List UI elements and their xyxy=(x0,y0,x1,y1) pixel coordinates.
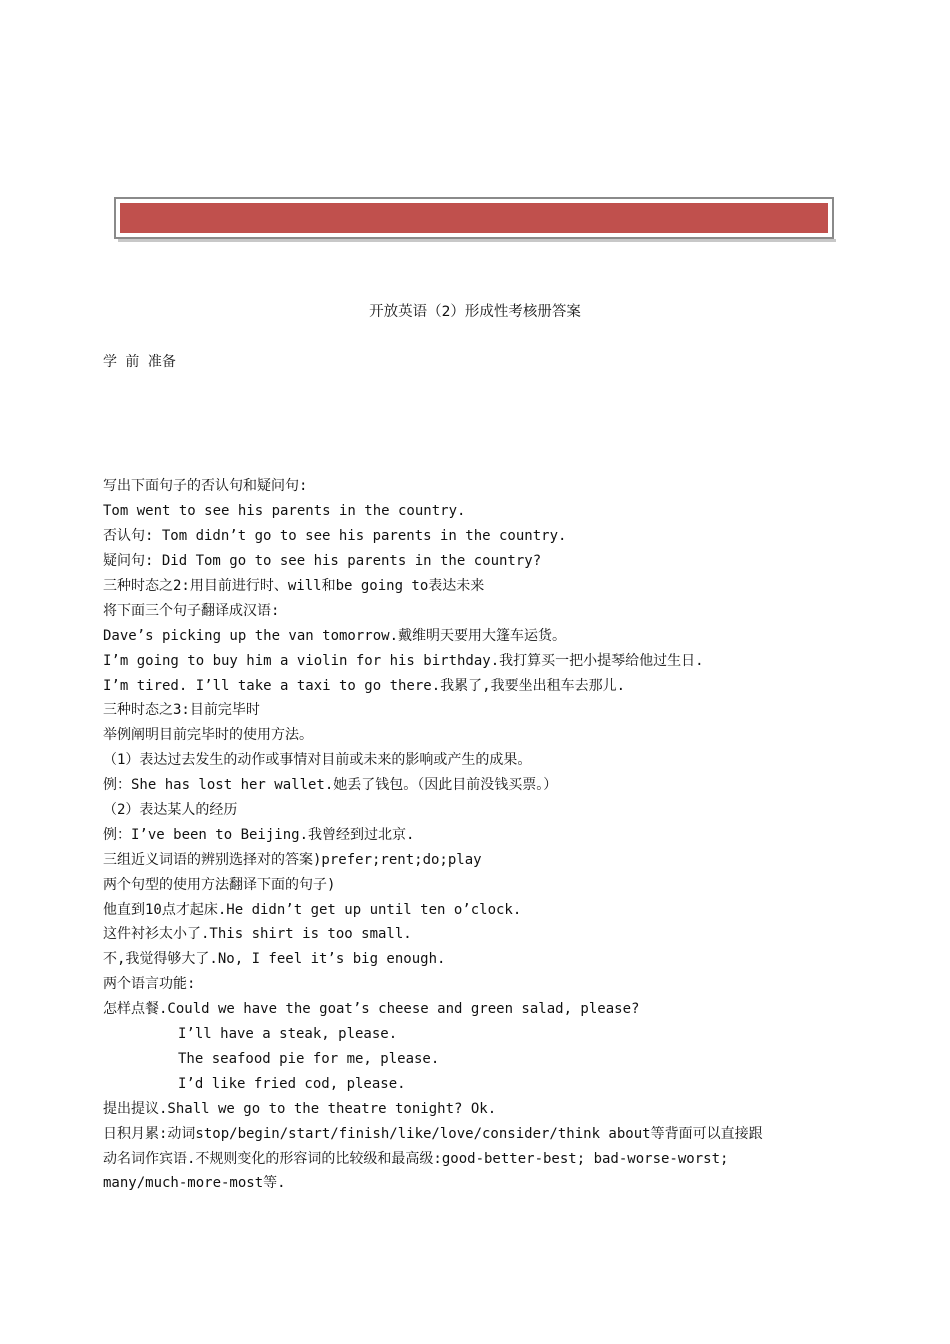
text-line: 三种时态之2:用目前进行时、will和be going to表达未来 xyxy=(103,578,485,595)
text-line: 将下面三个句子翻译成汉语: xyxy=(103,602,280,619)
text-line: 否认句: Tom didn’t go to see his parents in the country. xyxy=(103,528,567,545)
text-line: Dave’s picking up the van tomorrow.戴维明天要用大篷车运货。 xyxy=(103,627,567,644)
text-line: I’m tired. I’ll take a taxi to go there.我累了,我要坐出租车去那儿. xyxy=(103,677,626,694)
text-line: 两个句型的使用方法翻译下面的句子) xyxy=(103,876,336,893)
text-line: 他直到10点才起床.He didn’t get up until ten o’clock. xyxy=(103,901,522,918)
text-line: 动名词作宾语.不规则变化的形容词的比较级和最高级:good-better-best; bad-worse-worst; xyxy=(103,1150,729,1167)
text-line: 日积月累:动词stop/begin/start/finish/like/love/consider/think about等背面可以直接跟 xyxy=(103,1125,763,1142)
indented-line: I’d like fried cod, please. xyxy=(178,1075,406,1092)
text-line: （1）表达过去发生的动作或事情对目前或未来的影响或产生的成果。 xyxy=(103,752,532,769)
text-line: （2）表达某人的经历 xyxy=(103,802,238,819)
text-line: 三组近义词语的辨别选择对的答案)prefer;rent;do;play xyxy=(103,851,482,868)
banner-shadow xyxy=(118,239,836,242)
text-line: 举例阐明目前完毕时的使用方法。 xyxy=(103,727,313,744)
verb-row-2 xyxy=(103,425,823,450)
text-line: 例：She has lost her wallet.她丢了钱包。（因此目前没钱买票。） xyxy=(103,777,558,794)
text-line: 提出提议.Shall we go to the theatre tonight? Ok. xyxy=(103,1100,497,1117)
text-line: 例：I’ve been to Beijing.我曾经到过北京. xyxy=(103,826,415,843)
blank-line xyxy=(103,450,823,475)
text-line: 写出下面句子的否认句和疑问句: xyxy=(103,478,308,495)
section-heading: 学 前 准备 xyxy=(103,354,176,370)
text-line: 三种时态之3:目前完毕时 xyxy=(103,702,260,719)
text-line: 这件衬衫太小了.This shirt is too small. xyxy=(103,926,412,943)
document-body xyxy=(103,350,823,1196)
page-title: 开放英语（2）形成性考核册答案 xyxy=(369,304,581,320)
text-line: 不,我觉得够大了.No, I feel it’s big enough. xyxy=(103,951,446,968)
banner-fill xyxy=(120,203,828,233)
text-line: I’m going to buy him a violin for his birthday.我打算买一把小提琴给他过生日. xyxy=(103,652,704,669)
indented-line: The seafood pie for me, please. xyxy=(178,1050,440,1067)
text-line: 疑问句: Did Tom go to see his parents in the country? xyxy=(103,553,542,570)
text-line: 两个语言功能: xyxy=(103,976,196,993)
text-line: Tom went to see his parents in the country. xyxy=(103,503,466,520)
verb-row-1 xyxy=(103,400,823,425)
answer-key-row xyxy=(103,375,823,400)
header-banner xyxy=(114,197,834,239)
text-line: 怎样点餐.Could we have the goat’s cheese and green salad, please? xyxy=(103,1001,640,1018)
text-line: many/much-more-most等. xyxy=(103,1175,286,1192)
indented-line: I’ll have a steak, please. xyxy=(178,1026,398,1043)
